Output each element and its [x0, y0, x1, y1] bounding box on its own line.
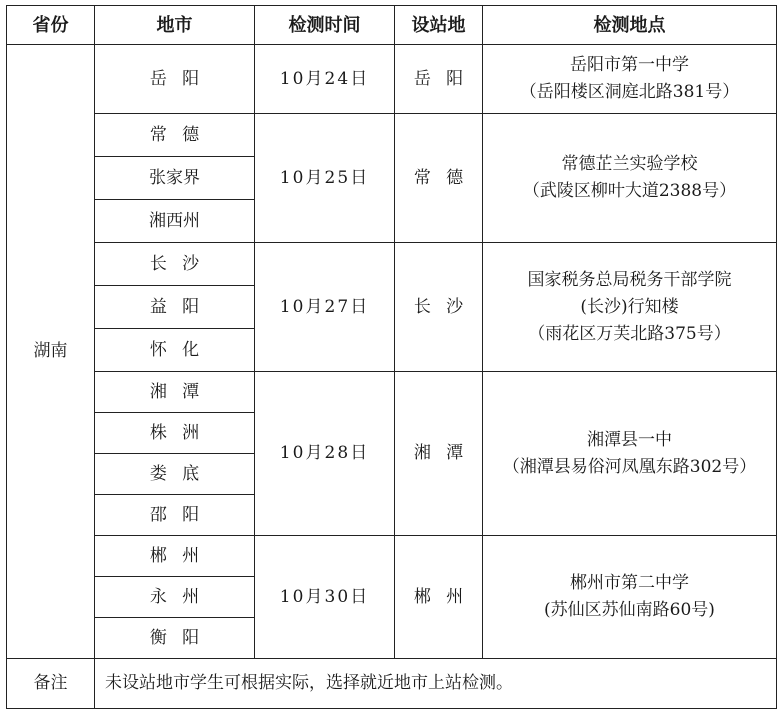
header-location: 检测地点: [483, 6, 777, 45]
location-line: 湘潭县一中: [587, 429, 672, 450]
city-cell: 永州: [95, 577, 255, 618]
table-row: [7, 372, 777, 413]
station-cell: 湘潭: [395, 372, 483, 536]
city-cell: 益阳: [95, 286, 255, 329]
exam-schedule-table: [6, 5, 777, 709]
location-line: (长沙)行知楼: [580, 296, 679, 317]
city-cell: 湘西州: [95, 200, 255, 243]
note-text: 未设站地市学生可根据实际，选择就近地市上站检测。: [95, 659, 777, 709]
location-cell: [483, 536, 777, 659]
table-row: [7, 243, 777, 286]
location-cell: [483, 243, 777, 372]
location-line: （湘潭县易俗河凤凰东路302号）: [502, 456, 757, 477]
table-row: [7, 536, 777, 577]
city-cell: 郴州: [95, 536, 255, 577]
table-row: [7, 45, 777, 114]
table-row: [7, 114, 777, 157]
city-cell: 岳阳: [95, 45, 255, 114]
header-province: 省份: [7, 6, 95, 45]
station-cell: 长沙: [395, 243, 483, 372]
date-cell: 10月25日: [255, 114, 395, 243]
station-cell: 常德: [395, 114, 483, 243]
location-line: 岳阳市第一中学: [570, 55, 689, 75]
note-label: 备注: [7, 659, 95, 709]
date-cell: 10月28日: [255, 372, 395, 536]
station-cell: 岳阳: [395, 45, 483, 114]
header-city: 地市: [95, 6, 255, 45]
station-cell: 郴州: [395, 536, 483, 659]
location-line: (苏仙区苏仙南路60号): [544, 600, 715, 620]
province-cell: 湖南: [7, 45, 95, 659]
city-cell: 长沙: [95, 243, 255, 286]
location-cell: [483, 372, 777, 536]
date-cell: 10月30日: [255, 536, 395, 659]
header-row: [7, 6, 777, 45]
location-line: 常德芷兰实验学校: [561, 154, 698, 174]
location-cell: [483, 114, 777, 243]
city-cell: 怀化: [95, 329, 255, 372]
city-cell: 张家界: [95, 157, 255, 200]
location-line: （雨花区万芙北路375号）: [528, 323, 731, 344]
location-cell: [483, 45, 777, 114]
header-time: 检测时间: [255, 6, 395, 45]
note-row: [7, 659, 777, 709]
city-cell: 邵阳: [95, 495, 255, 536]
location-line: 郴州市第二中学: [570, 573, 689, 593]
location-line: （武陵区柳叶大道2388号）: [522, 181, 737, 201]
city-cell: 娄底: [95, 454, 255, 495]
location-line: （岳阳楼区洞庭北路381号）: [519, 82, 740, 102]
city-cell: 株洲: [95, 413, 255, 454]
city-cell: 湘潭: [95, 372, 255, 413]
header-station: 设站地: [395, 6, 483, 45]
date-cell: 10月24日: [255, 45, 395, 114]
city-cell: 衡阳: [95, 618, 255, 659]
date-cell: 10月27日: [255, 243, 395, 372]
location-line: 国家税务总局税务干部学院: [527, 269, 732, 290]
city-cell: 常德: [95, 114, 255, 157]
